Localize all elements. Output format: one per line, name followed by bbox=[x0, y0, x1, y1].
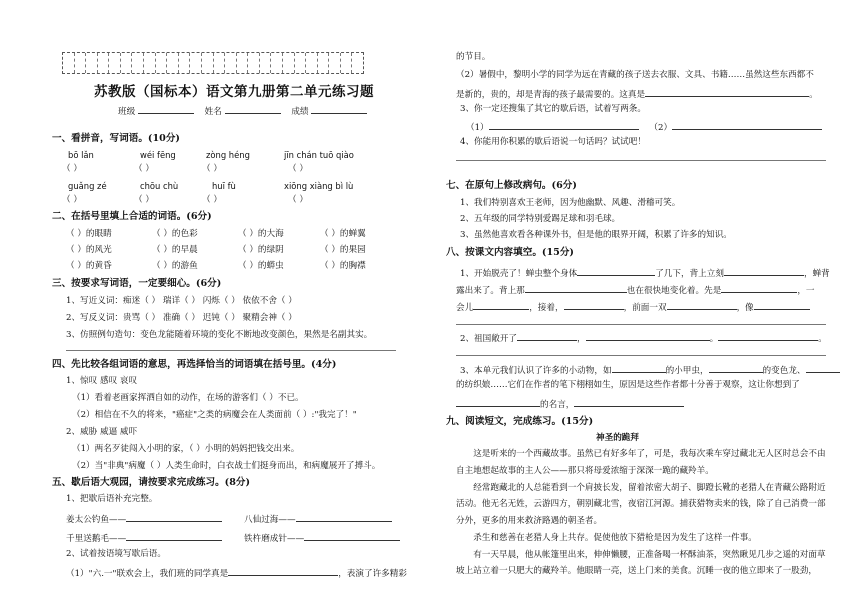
answer-blank[interactable] bbox=[574, 397, 684, 407]
question-5-2: 2、试着按语境写歇后语。 bbox=[66, 549, 166, 559]
answer-blank[interactable] bbox=[709, 363, 763, 373]
pinyin-5: guǎng zé bbox=[68, 181, 107, 191]
answer-paren[interactable]: （ ） bbox=[202, 195, 222, 205]
fill-item[interactable]: （ ）的绿阴 bbox=[238, 245, 284, 255]
text-part: 。 bbox=[709, 334, 719, 344]
answer-blank[interactable] bbox=[304, 531, 400, 541]
answer-blank[interactable] bbox=[754, 300, 810, 310]
sick-sentence-1[interactable]: 1、我们特别喜欢王老师，因为他幽默、风趣、滑稽可笑。 bbox=[460, 198, 681, 208]
answer-blank[interactable] bbox=[718, 331, 818, 341]
answer-paren[interactable]: （ ） bbox=[288, 164, 308, 174]
pinyin-6: chōu chù bbox=[140, 181, 179, 191]
answer-blank[interactable] bbox=[296, 512, 392, 522]
fill-item[interactable]: （ ）的眼睛 bbox=[66, 229, 112, 239]
answer-paren[interactable]: （ ） bbox=[62, 164, 82, 174]
fill-8-2-line1[interactable] bbox=[460, 331, 827, 345]
text-part: 1、开始脱壳了！蝉虫整个身体 bbox=[460, 269, 578, 279]
answer-blank[interactable] bbox=[126, 512, 222, 522]
section-3-title: 三、按要求写词语，一定要细心。(6分) bbox=[52, 278, 222, 289]
word-group-2: 2、威胁 威逼 威吓 bbox=[66, 427, 138, 437]
answer-paren[interactable]: （ ） bbox=[62, 195, 82, 205]
xiehouyu-item[interactable] bbox=[66, 512, 222, 526]
text-part: ，一 bbox=[797, 286, 815, 296]
answer-blank[interactable] bbox=[577, 266, 655, 276]
text-part: ， bbox=[577, 334, 586, 344]
paragraph-2: 经常跑藏北的人总能看到一个肩披长发，留着浓密大胡子、脚蹬长靴的老猎人在青藏公路附近活动。他无名无姓，云游四方，朝别藏北雪，夜宿江河源。捕获猎物卖来的钱，除了自己消费一部分外，更多的用来救济路遇的朝圣者。 bbox=[456, 482, 826, 526]
pinyin-3: zòng héng bbox=[206, 150, 250, 160]
xiehouyu-item[interactable] bbox=[66, 531, 222, 545]
xiehouyu-item[interactable] bbox=[244, 512, 392, 526]
answer-blank[interactable] bbox=[645, 87, 809, 97]
answer-line[interactable] bbox=[456, 324, 826, 325]
fill-item[interactable]: （ ）的黄昏 bbox=[66, 261, 112, 271]
xiehouyu-front: 姜太公钓鱼—— bbox=[66, 515, 127, 525]
answer-blank[interactable] bbox=[473, 300, 529, 310]
answer-paren[interactable]: （ ） bbox=[202, 164, 222, 174]
xiehouyu-item[interactable] bbox=[244, 531, 400, 545]
sick-sentence-2[interactable]: 2、五年级的同学特别爱踢足球和羽毛球。 bbox=[460, 214, 621, 224]
text-part: 。 bbox=[818, 334, 827, 344]
fill-item[interactable]: （ ）的风光 bbox=[66, 245, 112, 255]
question-5-2-2-line2[interactable]: 是新的，贵的，却是青海的孩子最需要的。这真是 。 bbox=[456, 87, 818, 101]
text-part: ，前面一双 bbox=[623, 303, 667, 313]
question-5-2-1-continued: 的节目。 bbox=[456, 52, 491, 62]
question-4-2-1[interactable]: （1）两名歹徒闯入小明的家，（ ）小明的妈妈把钱交出来。 bbox=[72, 444, 300, 454]
text-part: 会儿 bbox=[456, 303, 474, 313]
text-part: 2、祖国敞开了 bbox=[460, 334, 518, 344]
answer-blank[interactable] bbox=[126, 531, 222, 541]
section-8-title: 八、按课文内容填空。(15分) bbox=[446, 247, 574, 258]
student-info-line bbox=[118, 104, 367, 118]
answer-line[interactable] bbox=[66, 350, 396, 351]
paragraph-1: 这是听来的一个西藏故事。虽然已有好多年了，可是，我每次乘车穿过藏北无人区时总会不由自主地想起故事的主人公——那只将母爱浓缩于深深一跪的藏羚羊。 bbox=[456, 449, 826, 476]
answer-blank[interactable] bbox=[228, 566, 338, 576]
story-title: 神圣的跪拜 bbox=[596, 433, 639, 443]
answer-blank[interactable] bbox=[564, 300, 624, 310]
name-field[interactable] bbox=[225, 104, 281, 114]
fill-item[interactable]: （ ）的色彩 bbox=[152, 229, 198, 239]
section-1-title: 一、看拼音，写词语。(10分) bbox=[52, 133, 180, 144]
xiehouyu-front: 八仙过海—— bbox=[244, 515, 296, 525]
answer-label-1: （1） bbox=[466, 123, 489, 133]
answer-blank[interactable] bbox=[612, 363, 666, 373]
text-part: 的名言， bbox=[540, 400, 575, 410]
question-5-2-2: （2）暑假中，黎明小学的同学为远在青藏的孩子送去衣服、文具、书籍……虽然这些东西都不 bbox=[456, 70, 814, 80]
answer-blank[interactable] bbox=[525, 283, 627, 293]
text-part: ，像 bbox=[736, 303, 754, 313]
q5-2-1-tail: ，表演了许多精彩 bbox=[338, 569, 407, 579]
section-2-title: 二、在括号里填上合适的词语。(6分) bbox=[52, 211, 212, 222]
text-part: ，接着， bbox=[529, 303, 564, 313]
word-group-1: 1、惊叹 感叹 哀叹 bbox=[66, 376, 138, 386]
question-5-4: 4、你能用你积累的歇后语说一句话吗？试试吧！ bbox=[460, 137, 646, 147]
answer-line[interactable] bbox=[456, 160, 826, 161]
q5-2-1-text: （1）"六.一"联欢会上，我们班的同学真是 bbox=[66, 569, 229, 579]
answer-blank[interactable] bbox=[517, 331, 577, 341]
question-4-1-1[interactable]: （1）看着老画家挥洒自如的动作，在场的游客们（ ）不已。 bbox=[72, 393, 304, 403]
pinyin-7: huī fù bbox=[212, 181, 236, 191]
fill-8-3-line1[interactable] bbox=[460, 363, 840, 377]
answer-blank[interactable] bbox=[672, 120, 822, 130]
fill-item[interactable]: （ ）的早晨 bbox=[152, 245, 198, 255]
question-5-1: 1、把歇后语补充完整。 bbox=[66, 494, 158, 504]
pinyin-4: jīn chán tuō qiào bbox=[284, 150, 354, 160]
answer-blank[interactable] bbox=[489, 120, 639, 130]
fill-item[interactable]: （ ）的游鱼 bbox=[152, 261, 198, 271]
question-5-2-1[interactable] bbox=[66, 566, 407, 580]
fill-item[interactable]: （ ）的蝉翼 bbox=[320, 229, 366, 239]
text-part: 3、本单元我们认识了许多的小动物，如 bbox=[460, 366, 612, 376]
question-5-3-answers[interactable] bbox=[466, 120, 822, 134]
xiehouyu-front: 千里送鹅毛—— bbox=[66, 534, 127, 544]
synonym-line[interactable]: 1、写近义词：痴迷（ ） 瑞详（ ） 闪烁（ ） 依依不舍（ ） bbox=[66, 296, 297, 306]
answer-blank[interactable] bbox=[806, 363, 840, 373]
text-part: 的变色龙、 bbox=[762, 366, 806, 376]
fill-8-3-line3[interactable] bbox=[456, 397, 684, 411]
section-7-title: 七、在原句上修改病句。(6分) bbox=[446, 180, 577, 191]
page-title: 苏教版（国标本）语文第九册第二单元练习题 bbox=[94, 84, 374, 100]
xiehouyu-front: 铁杵磨成针—— bbox=[244, 534, 305, 544]
score-label: 成绩 bbox=[291, 107, 309, 117]
answer-paren[interactable]: （ ） bbox=[288, 195, 308, 205]
answer-blank[interactable] bbox=[456, 397, 540, 407]
answer-line[interactable] bbox=[456, 355, 826, 356]
sick-sentence-3[interactable]: 3、虽然他喜欢看各种课外书，但是他的眼界开阔，积累了许多的知识。 bbox=[460, 230, 732, 240]
fill-8-1-line2[interactable] bbox=[456, 283, 815, 297]
seal-dashed-box bbox=[62, 52, 364, 74]
answer-blank[interactable] bbox=[667, 300, 737, 310]
fill-8-1-line3[interactable] bbox=[456, 300, 810, 314]
sentence-example: 3、仿照例句造句：变色龙能随着环境的变化不断地改变颜色，果然是名副其实。 bbox=[66, 330, 373, 340]
text-part: 露出来了。背上那 bbox=[456, 286, 525, 296]
paragraph-4: 有一天早晨，他从帐篷里出来，伸伸懒腰，正准备喝一杯酥油茶，突然瞅见几步之遥的对面草坡上站立着一只肥大的藏羚羊。他眼睛一亮，送上门来的美食。沉睡一夜的他立即来了一股劲， bbox=[456, 549, 826, 577]
question-5-3: 3、你一定还搜集了其它的歇后语，试着写两条。 bbox=[460, 104, 646, 114]
pinyin-1: bō lǎn bbox=[68, 150, 94, 160]
text-part: 的小甲虫， bbox=[665, 366, 709, 376]
text-part: 也在很快地变化着。先是 bbox=[626, 286, 722, 296]
pinyin-8: xiōng xiàng bì lù bbox=[284, 181, 354, 191]
answer-blank[interactable] bbox=[724, 266, 804, 276]
class-field[interactable] bbox=[138, 104, 194, 114]
fill-8-3-line2: 的纺织娘……它们在作者的笔下栩栩如生，原因是这些作者都十分善于观察，这让你想到了 bbox=[456, 380, 800, 390]
answer-paren[interactable]: （ ） bbox=[134, 195, 154, 205]
q5-2-2-text: 是新的，贵的，却是青海的孩子最需要的。这真是 bbox=[456, 90, 646, 100]
question-4-2-2[interactable]: （2）当"非典"病魔（ ）人类生命时，白衣战士们挺身而出，和病魔展开了搏斗。 bbox=[72, 461, 381, 471]
answer-paren[interactable]: （ ） bbox=[134, 164, 154, 174]
pinyin-2: wéi fēng bbox=[140, 150, 176, 160]
question-4-1-2[interactable]: （2）相信在不久的将来，"癌症"之类的病魔会在人类面前（ ）:"我完了！" bbox=[72, 410, 357, 420]
section-4-title: 四、先比较各组词语的意思，再选择恰当的词语填在括号里。(4分) bbox=[52, 359, 337, 370]
fill-item[interactable]: （ ）的胸襟 bbox=[320, 261, 366, 271]
score-field[interactable] bbox=[311, 104, 367, 114]
text-part: 了几下，背上立刻 bbox=[655, 269, 724, 279]
class-label: 班级 bbox=[118, 107, 136, 117]
story-text bbox=[456, 446, 826, 580]
name-label: 姓名 bbox=[204, 107, 222, 117]
fill-item[interactable]: （ ）的大海 bbox=[238, 229, 284, 239]
paragraph-3: 杀生和慈善在老猎人身上共存。促使他放下猎枪是因为发生了这样一件事。 bbox=[473, 532, 757, 543]
answer-blank[interactable] bbox=[586, 331, 710, 341]
antonym-line[interactable]: 2、写反义词：贵骂（ ） 准确（ ） 迟钝（ ） 聚精会神（ ） bbox=[66, 313, 297, 323]
fill-8-1-line1[interactable] bbox=[460, 266, 830, 280]
answer-label-2: （2） bbox=[649, 123, 673, 133]
section-9-title: 九、阅读短文，完成练习。(15分) bbox=[446, 416, 594, 427]
answer-blank[interactable] bbox=[721, 283, 797, 293]
section-5-title: 五、歇后语大观园，请按要求完成练习。(8分) bbox=[52, 477, 251, 488]
fill-item[interactable]: （ ）的果园 bbox=[320, 245, 366, 255]
text-part: ，蝉背 bbox=[803, 269, 830, 279]
fill-item[interactable]: （ ）的蟒虫 bbox=[238, 261, 284, 271]
